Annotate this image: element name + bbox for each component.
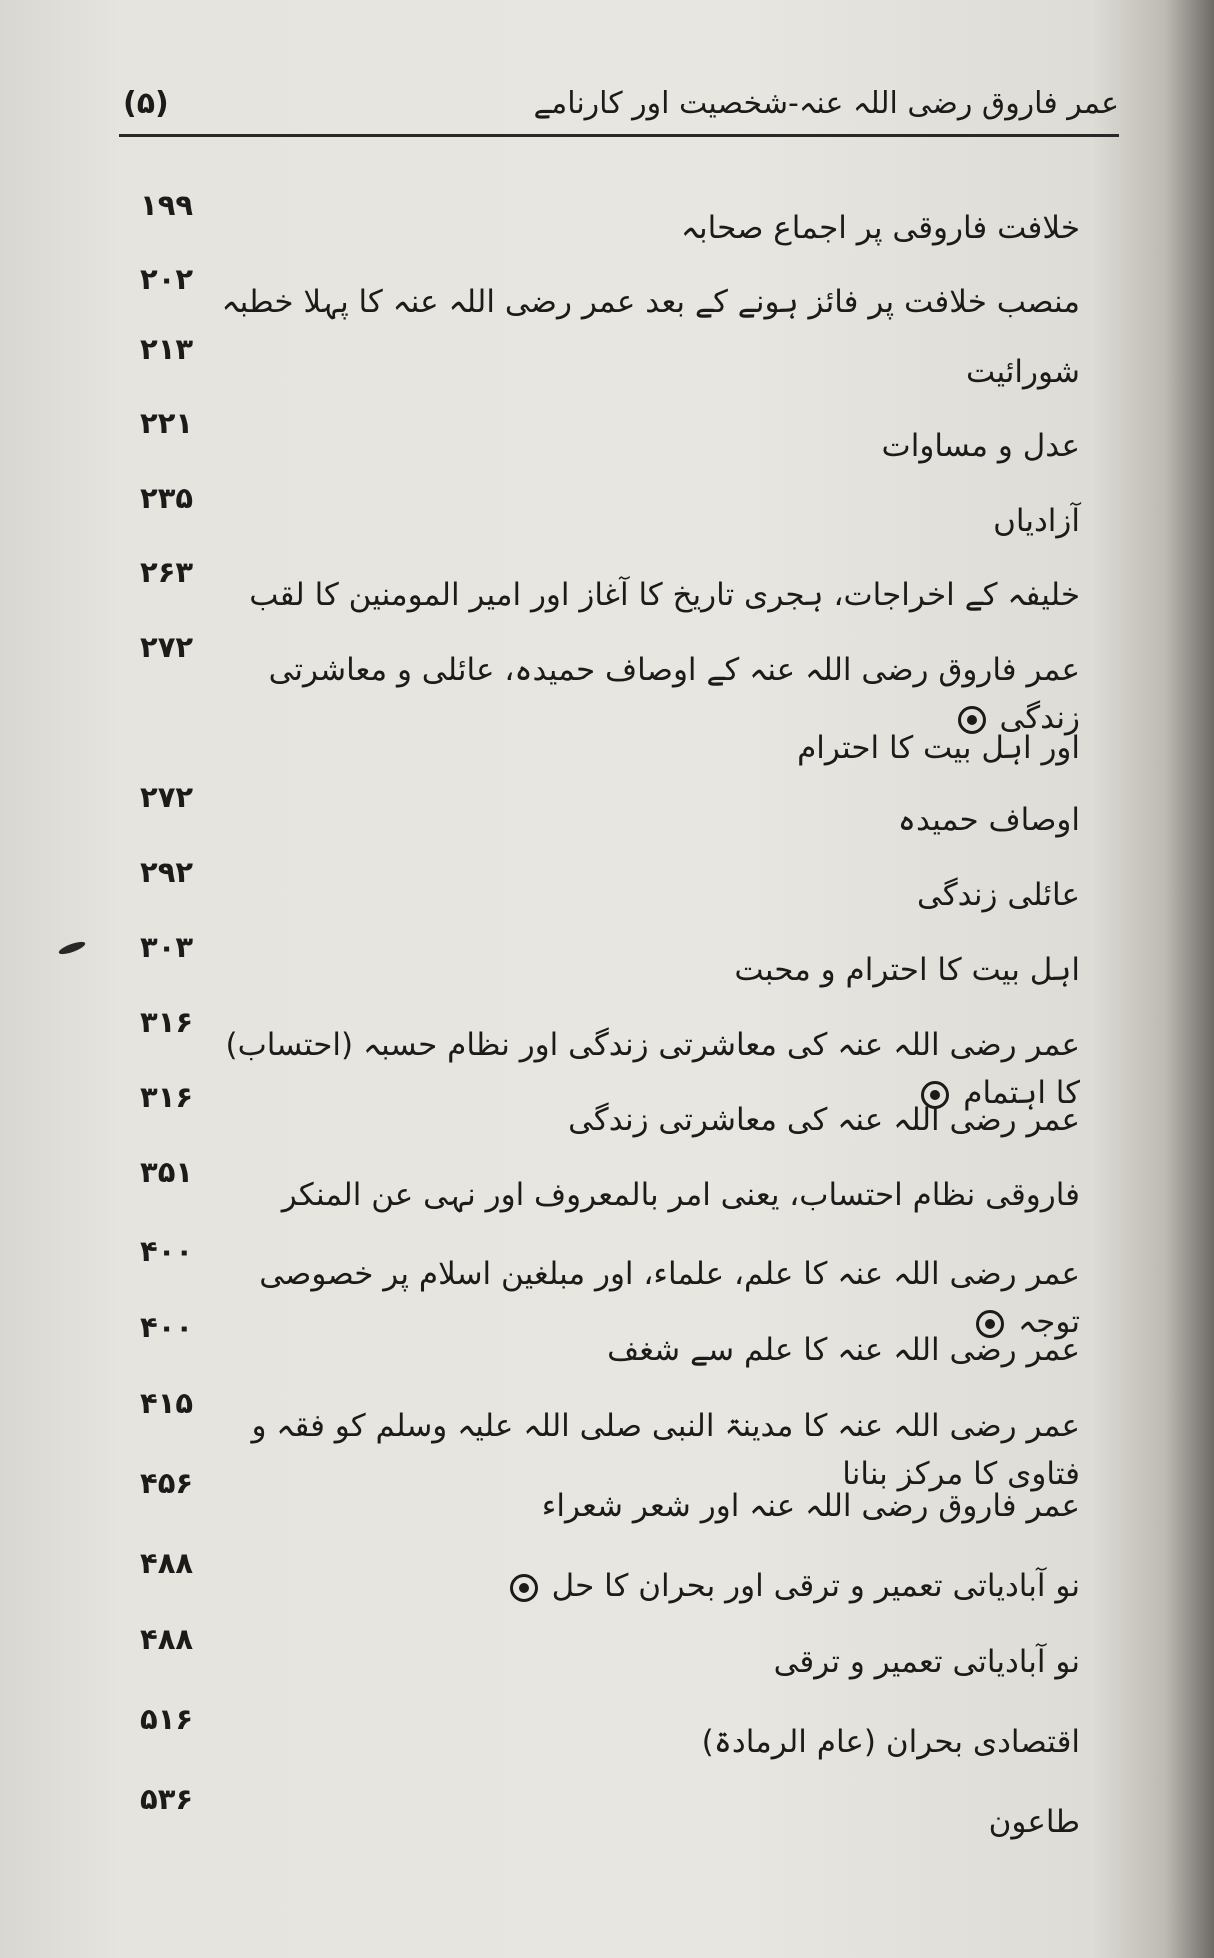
toc-title (220, 1326, 1080, 1404)
toc-title-text: عمر رضی اللہ عنہ کا علم، علماء، اور مبلغین اسلام پر خصوصی توجہ (259, 1256, 1080, 1340)
toc-title (220, 1021, 1080, 1111)
toc-title-text: اہل بیت کا احترام و محبت (734, 952, 1080, 988)
toc-page-number: ۴۰۰ (140, 1310, 194, 1344)
toc-title-text: نو آبادیاتی تعمیر و ترقی اور بحران کا حل (551, 1568, 1080, 1604)
toc-page-number: ۴۸۸ (140, 1546, 194, 1580)
toc-title (220, 646, 1080, 802)
toc-title-text: اقتصادی بحران (عام الرمادۃ) (701, 1724, 1080, 1760)
toc-title (220, 1562, 1080, 1640)
toc-title-text: نو آبادیاتی تعمیر و ترقی (773, 1644, 1080, 1680)
toc-title-text: عمر رضی اللہ عنہ کی معاشرتی زندگی اور نظام حسبہ (احتساب) کا اہتمام (225, 1027, 1080, 1111)
toc-title (220, 348, 1080, 426)
toc-page-number: ۲۷۲ (140, 630, 194, 664)
toc-title (220, 422, 1080, 500)
toc-page-number: ۲۶۳ (140, 555, 194, 589)
toc-page-number: ۱۹۹ (140, 188, 194, 222)
toc-title-text: خلیفہ کے اخراجات، ہجری تاریخ کا آغاز اور امیر المومنین کا لقب (249, 577, 1080, 613)
toc-page-number: ۴۵۶ (140, 1466, 194, 1500)
toc-title-text: خلافت فاروقی پر اجماع صحابہ (680, 210, 1080, 246)
section-bullet-icon (958, 706, 986, 734)
toc-page-number: ۳۰۳ (140, 930, 194, 964)
toc-page-number: ۴۰۰ (140, 1234, 194, 1268)
toc-title-text: عائلی زندگی (917, 877, 1080, 913)
toc-page-number: ۳۱۶ (140, 1005, 194, 1039)
toc-page-number: ۳۱۶ (140, 1080, 194, 1114)
toc-page-number: ۲۱۳ (140, 332, 194, 366)
running-header (119, 78, 1119, 137)
toc-title (220, 497, 1080, 575)
toc-page-number: ۵۱۶ (140, 1702, 194, 1736)
toc-title-text: عمر رضی اللہ عنہ کا مدینۃ النبی صلی اللہ علیہ وسلم کو فقہ و فتاوی کا مرکز بنانا (251, 1408, 1080, 1492)
toc-page-number: ۵۳۶ (140, 1782, 194, 1816)
toc-page-number: ۲۹۲ (140, 855, 194, 889)
toc-title-text-continued: اور اہل بیت کا احترام (797, 730, 1080, 766)
toc-title (220, 204, 1080, 282)
toc-title-text: فاروقی نظام احتساب، یعنی امر بالمعروف اور نہی عن المنکر (281, 1177, 1080, 1213)
toc-page-number: ۴۸۸ (140, 1622, 194, 1656)
toc-title-text: عمر فاروق رضی اللہ عنہ کے اوصاف حمیدہ، عائلی و معاشرتی زندگی (268, 652, 1080, 736)
book-title: عمر فاروق رضی اللہ عنہ-شخصیت اور کارنامے (533, 86, 1119, 121)
toc-title (220, 1402, 1080, 1492)
toc-page-number: ۴۱۵ (140, 1386, 194, 1420)
toc-title-text: عمر رضی اللہ عنہ کا علم سے شغف (607, 1332, 1080, 1368)
toc-title (220, 1250, 1080, 1340)
toc-page-number: ۲۲۱ (140, 406, 194, 440)
toc-title-text: شورائیت (966, 354, 1080, 390)
section-bullet-icon (510, 1574, 538, 1602)
toc-title (220, 278, 1080, 356)
toc-title (220, 796, 1080, 874)
toc-title (220, 871, 1080, 949)
toc-title (220, 1638, 1080, 1716)
toc-title-text: عمر فاروق رضی اللہ عنہ اور شعر شعراء (541, 1488, 1080, 1524)
pen-mark (57, 939, 86, 956)
toc-title (220, 1482, 1080, 1560)
toc-title (220, 1171, 1080, 1249)
toc-title-text: طاعون (988, 1804, 1080, 1840)
toc-title (220, 1718, 1080, 1796)
toc-title-text: آزادیاں (993, 503, 1080, 539)
toc-title-text: عمر رضی اللہ عنہ کی معاشرتی زندگی (568, 1102, 1080, 1138)
toc-title (220, 571, 1080, 649)
toc-title (220, 1798, 1080, 1876)
toc-title-text: عدل و مساوات (881, 428, 1080, 464)
toc-page-number: ۲۳۵ (140, 481, 194, 515)
toc-page-number: ۲۰۲ (140, 262, 194, 296)
toc-title-text: منصب خلافت پر فائز ہونے کے بعد عمر رضی اللہ عنہ کا پہلا خطبہ (221, 284, 1080, 320)
toc-page-number: ۲۷۲ (140, 780, 194, 814)
toc-title (220, 1096, 1080, 1174)
toc-title (220, 946, 1080, 1024)
toc-title-text: اوصاف حمیدہ (897, 802, 1080, 838)
toc-page-number: ۳۵۱ (140, 1155, 194, 1189)
page-number: (۵) (123, 86, 169, 121)
